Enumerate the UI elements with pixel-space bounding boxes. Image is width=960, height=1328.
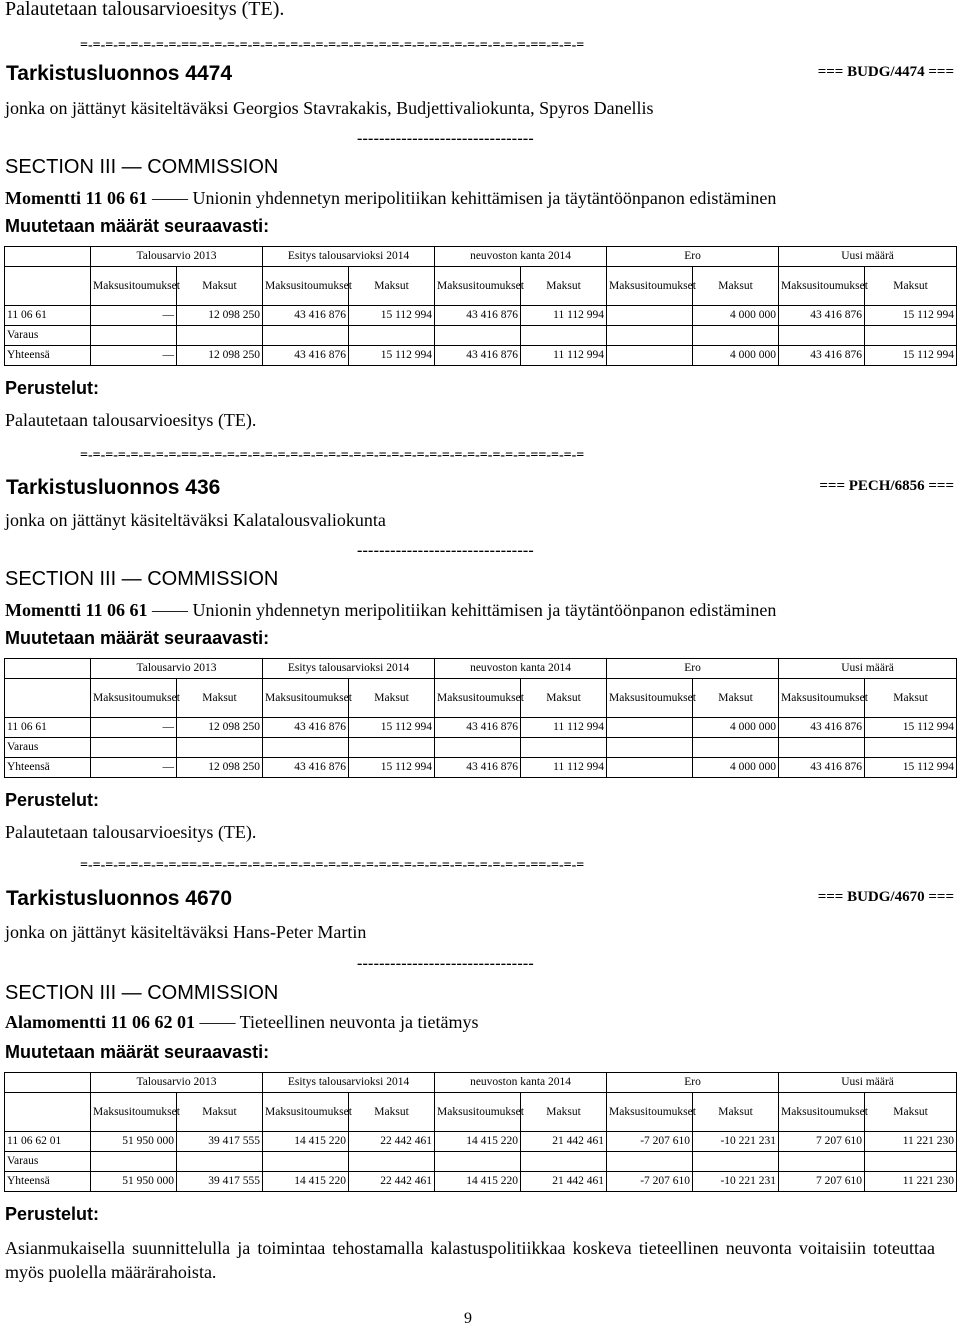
table-row (5, 758, 957, 778)
subheader-payments: Maksut (521, 679, 607, 718)
budget-item (5, 1012, 478, 1033)
subheader-payments: Maksut (349, 679, 435, 718)
column-group-header: neuvoston kanta 2014 (435, 1073, 607, 1093)
table-cell (607, 718, 693, 738)
table-cell: 14 415 220 (263, 1132, 349, 1152)
table-cell (779, 1152, 865, 1172)
table-cell (779, 738, 865, 758)
table-cell (607, 1152, 693, 1172)
table-cell: -7 207 610 (607, 1132, 693, 1152)
justification-text: Palautetaan talousarvioesitys (TE). (5, 410, 257, 430)
table-cell: 43 416 876 (263, 346, 349, 366)
amendment-ref: === BUDG/4670 === (817, 889, 954, 905)
amendment-ref: === PECH/6856 === (819, 478, 954, 494)
subheader-payments: Maksut (693, 679, 779, 718)
justification-text: Asianmukaisella suunnittelulla ja toimintaa tehostamalla kalastuspolitiikkaa koskeva tieteellinen neuvonta voitaisiin toteuttaa myös puolella määrärahoista. (5, 1238, 935, 1282)
dash-line: -------------------------------- (357, 955, 534, 972)
table-cell: 43 416 876 (263, 758, 349, 778)
table-cell: 21 442 461 (521, 1172, 607, 1192)
separator: =-=-=-=-=-=-=-=-==-=-=-=-=-=-=-=-=-=-=-=-=-=-=-=-=-=-=-=-=-=-=-=-=-=-=-==-=-=-= (80, 38, 585, 53)
table-cell (91, 1152, 177, 1172)
table-cell: — (91, 758, 177, 778)
budget-item-text: Unionin yhdennetyn meripolitiikan kehittämisen ja täytäntöönpanon edistäminen (192, 188, 777, 208)
column-group-header: neuvoston kanta 2014 (435, 247, 607, 267)
table-cell: 15 112 994 (349, 718, 435, 738)
table-cell: 7 207 610 (779, 1172, 865, 1192)
table-cell: 12 098 250 (177, 346, 263, 366)
table-cell: 15 112 994 (349, 758, 435, 778)
subheader-payments: Maksut (177, 267, 263, 306)
subheader-payments: Maksut (349, 1093, 435, 1132)
table-row (5, 718, 957, 738)
subheader-payments: Maksut (177, 679, 263, 718)
column-group-header: Uusi määrä (779, 1073, 957, 1093)
table-cell (693, 738, 779, 758)
justification-text: Palautetaan talousarvioesitys (TE). (5, 822, 257, 842)
table-cell: -10 221 231 (693, 1132, 779, 1152)
subheader-commitments: Maksusitoumukset (263, 267, 349, 306)
row-label: Yhteensä (5, 758, 91, 778)
table-cell (521, 738, 607, 758)
subheader-commitments: Maksusitoumukset (435, 267, 521, 306)
table-cell (693, 1152, 779, 1172)
amend-instruction: Muutetaan määrät seuraavasti: (5, 216, 270, 236)
column-group-header: Ero (607, 659, 779, 679)
subheader-commitments: Maksusitoumukset (435, 679, 521, 718)
budget-item-text: Tieteellinen neuvonta ja tietämys (239, 1012, 479, 1032)
justification-heading: Perustelut: (5, 1204, 100, 1224)
subheader-commitments: Maksusitoumukset (263, 1093, 349, 1132)
table-cell: 15 112 994 (349, 306, 435, 326)
header-empty (5, 659, 91, 679)
row-label: Varaus (5, 326, 91, 346)
table-cell: 11 112 994 (521, 346, 607, 366)
table-cell (349, 1152, 435, 1172)
table-cell: 21 442 461 (521, 1132, 607, 1152)
row-label: 11 06 61 (5, 306, 91, 326)
table-cell: 4 000 000 (693, 758, 779, 778)
table-cell (693, 326, 779, 346)
subheader-payments: Maksut (349, 267, 435, 306)
table-cell: 15 112 994 (865, 758, 957, 778)
table-cell: 4 000 000 (693, 346, 779, 366)
table-cell: 43 416 876 (435, 718, 521, 738)
table-cell: 11 112 994 (521, 306, 607, 326)
subheader-commitments: Maksusitoumukset (607, 679, 693, 718)
row-label: Varaus (5, 738, 91, 758)
column-group-header: neuvoston kanta 2014 (435, 659, 607, 679)
subheader-commitments: Maksusitoumukset (779, 679, 865, 718)
table-cell: 22 442 461 (349, 1172, 435, 1192)
table-cell: 43 416 876 (779, 758, 865, 778)
column-group-header: Uusi määrä (779, 659, 957, 679)
table-row (5, 1152, 957, 1172)
budget-table (4, 246, 957, 366)
budget-item-text: Unionin yhdennetyn meripolitiikan kehittämisen ja täytäntöönpanon edistäminen (192, 600, 777, 620)
column-group-header: Talousarvio 2013 (91, 659, 263, 679)
table-cell (177, 326, 263, 346)
table-cell (91, 738, 177, 758)
table-cell (865, 738, 957, 758)
table-cell: 15 112 994 (865, 346, 957, 366)
subheader-commitments: Maksusitoumukset (607, 1093, 693, 1132)
em-dash: —— (194, 1012, 240, 1032)
table-cell: 11 221 230 (865, 1172, 957, 1192)
table-cell: -10 221 231 (693, 1172, 779, 1192)
table-cell (263, 738, 349, 758)
table-cell (865, 326, 957, 346)
table-cell (349, 326, 435, 346)
table-cell (865, 1152, 957, 1172)
table-cell: 43 416 876 (779, 306, 865, 326)
subheader-commitments: Maksusitoumukset (779, 267, 865, 306)
table-cell: 12 098 250 (177, 306, 263, 326)
row-label: Varaus (5, 1152, 91, 1172)
justification-heading: Perustelut: (5, 378, 100, 398)
table-cell: 4 000 000 (693, 306, 779, 326)
table-cell: 15 112 994 (865, 718, 957, 738)
table-cell (779, 326, 865, 346)
section-heading: SECTION III — COMMISSION (5, 156, 279, 178)
table-cell (607, 306, 693, 326)
table-cell: — (91, 346, 177, 366)
header-empty (5, 1073, 91, 1093)
column-group-header: Talousarvio 2013 (91, 1073, 263, 1093)
budget-item-label: Momentti 11 06 61 (5, 600, 148, 620)
table-cell (435, 1152, 521, 1172)
table-cell: — (91, 306, 177, 326)
section-heading: SECTION III — COMMISSION (5, 568, 279, 590)
subheader-commitments: Maksusitoumukset (779, 1093, 865, 1132)
subheader-commitments: Maksusitoumukset (607, 267, 693, 306)
subheader-empty (5, 679, 91, 718)
table-cell: 39 417 555 (177, 1132, 263, 1152)
table-cell (349, 738, 435, 758)
em-dash: —— (147, 188, 193, 208)
separator: =-=-=-=-=-=-=-=-==-=-=-=-=-=-=-=-=-=-=-=-=-=-=-=-=-=-=-=-=-=-=-=-=-=-=-==-=-=-= (80, 858, 585, 873)
subheader-payments: Maksut (521, 1093, 607, 1132)
dash-line: -------------------------------- (357, 130, 534, 147)
budget-item (5, 600, 776, 621)
amend-instruction: Muutetaan määrät seuraavasti: (5, 628, 270, 648)
table-cell (263, 326, 349, 346)
submitter: jonka on jättänyt käsiteltäväksi Kalatalousvaliokunta (5, 510, 386, 530)
table-row (5, 306, 957, 326)
table-cell (435, 738, 521, 758)
subheader-payments: Maksut (693, 1093, 779, 1132)
column-group-header: Uusi määrä (779, 247, 957, 267)
table-cell: 4 000 000 (693, 718, 779, 738)
table-cell: 14 415 220 (263, 1172, 349, 1192)
table-cell: 43 416 876 (435, 306, 521, 326)
column-group-header: Esitys talousarvioksi 2014 (263, 247, 435, 267)
table-cell: 12 098 250 (177, 718, 263, 738)
amendment-title: Tarkistusluonnos 4670 (6, 887, 233, 910)
table-cell (177, 738, 263, 758)
table-cell: 43 416 876 (263, 306, 349, 326)
column-group-header: Ero (607, 1073, 779, 1093)
subheader-payments: Maksut (865, 679, 957, 718)
table-cell: 43 416 876 (435, 346, 521, 366)
table-cell: 11 112 994 (521, 718, 607, 738)
table-cell: 51 950 000 (91, 1172, 177, 1192)
subheader-payments: Maksut (865, 1093, 957, 1132)
table-cell (435, 326, 521, 346)
table-cell: 51 950 000 (91, 1132, 177, 1152)
amend-instruction: Muutetaan määrät seuraavasti: (5, 1042, 270, 1062)
table-row (5, 346, 957, 366)
dash-line: -------------------------------- (357, 542, 534, 559)
table-cell (607, 326, 693, 346)
table-cell: 11 112 994 (521, 758, 607, 778)
table-cell: 43 416 876 (779, 346, 865, 366)
budget-item (5, 188, 776, 209)
submitter: jonka on jättänyt käsiteltäväksi Hans-Peter Martin (5, 922, 367, 942)
table-row (5, 1172, 957, 1192)
column-group-header: Talousarvio 2013 (91, 247, 263, 267)
subheader-commitments: Maksusitoumukset (91, 679, 177, 718)
table-cell: 43 416 876 (779, 718, 865, 738)
row-label: 11 06 61 (5, 718, 91, 738)
top-text: Palautetaan talousarvioesitys (TE). (5, 0, 285, 20)
subheader-commitments: Maksusitoumukset (435, 1093, 521, 1132)
amendment-title: Tarkistusluonnos 4474 (6, 62, 233, 85)
em-dash: —— (147, 600, 193, 620)
table-cell: 15 112 994 (865, 306, 957, 326)
submitter: jonka on jättänyt käsiteltäväksi Georgios Stavrakakis, Budjettivaliokunta, Spyros Danellis (5, 98, 654, 118)
table-cell: -7 207 610 (607, 1172, 693, 1192)
subheader-empty (5, 1093, 91, 1132)
budget-item-label: Alamomentti 11 06 62 01 (5, 1012, 195, 1032)
subheader-commitments: Maksusitoumukset (91, 1093, 177, 1132)
row-label: 11 06 62 01 (5, 1132, 91, 1152)
table-cell: 14 415 220 (435, 1132, 521, 1152)
table-cell (521, 326, 607, 346)
column-group-header: Esitys talousarvioksi 2014 (263, 659, 435, 679)
subheader-payments: Maksut (521, 267, 607, 306)
justification-heading: Perustelut: (5, 790, 100, 810)
separator: =-=-=-=-=-=-=-=-==-=-=-=-=-=-=-=-=-=-=-=-=-=-=-=-=-=-=-=-=-=-=-=-=-=-=-==-=-=-= (80, 448, 585, 463)
table-cell: 7 207 610 (779, 1132, 865, 1152)
subheader-commitments: Maksusitoumukset (91, 267, 177, 306)
subheader-payments: Maksut (865, 267, 957, 306)
subheader-payments: Maksut (693, 267, 779, 306)
column-group-header: Esitys talousarvioksi 2014 (263, 1073, 435, 1093)
table-cell: — (91, 718, 177, 738)
budget-table (4, 1072, 957, 1192)
table-cell: 14 415 220 (435, 1172, 521, 1192)
table-cell (607, 758, 693, 778)
header-empty (5, 247, 91, 267)
subheader-empty (5, 267, 91, 306)
table-row (5, 326, 957, 346)
row-label: Yhteensä (5, 346, 91, 366)
table-cell: 39 417 555 (177, 1172, 263, 1192)
table-cell: 11 221 230 (865, 1132, 957, 1152)
table-cell (91, 326, 177, 346)
table-cell (263, 1152, 349, 1172)
section-heading: SECTION III — COMMISSION (5, 982, 279, 1004)
table-cell (607, 738, 693, 758)
page-number: 9 (464, 1310, 472, 1327)
row-label: Yhteensä (5, 1172, 91, 1192)
table-cell: 43 416 876 (263, 718, 349, 738)
table-cell (521, 1152, 607, 1172)
amendment-title: Tarkistusluonnos 436 (6, 476, 221, 499)
budget-item-label: Momentti 11 06 61 (5, 188, 148, 208)
table-cell: 15 112 994 (349, 346, 435, 366)
subheader-commitments: Maksusitoumukset (263, 679, 349, 718)
column-group-header: Ero (607, 247, 779, 267)
table-cell: 12 098 250 (177, 758, 263, 778)
amendment-ref: === BUDG/4474 === (817, 64, 954, 80)
budget-table (4, 658, 957, 778)
table-row (5, 738, 957, 758)
subheader-payments: Maksut (177, 1093, 263, 1132)
table-cell (607, 346, 693, 366)
table-row (5, 1132, 957, 1152)
table-cell: 43 416 876 (435, 758, 521, 778)
table-cell (177, 1152, 263, 1172)
table-cell: 22 442 461 (349, 1132, 435, 1152)
